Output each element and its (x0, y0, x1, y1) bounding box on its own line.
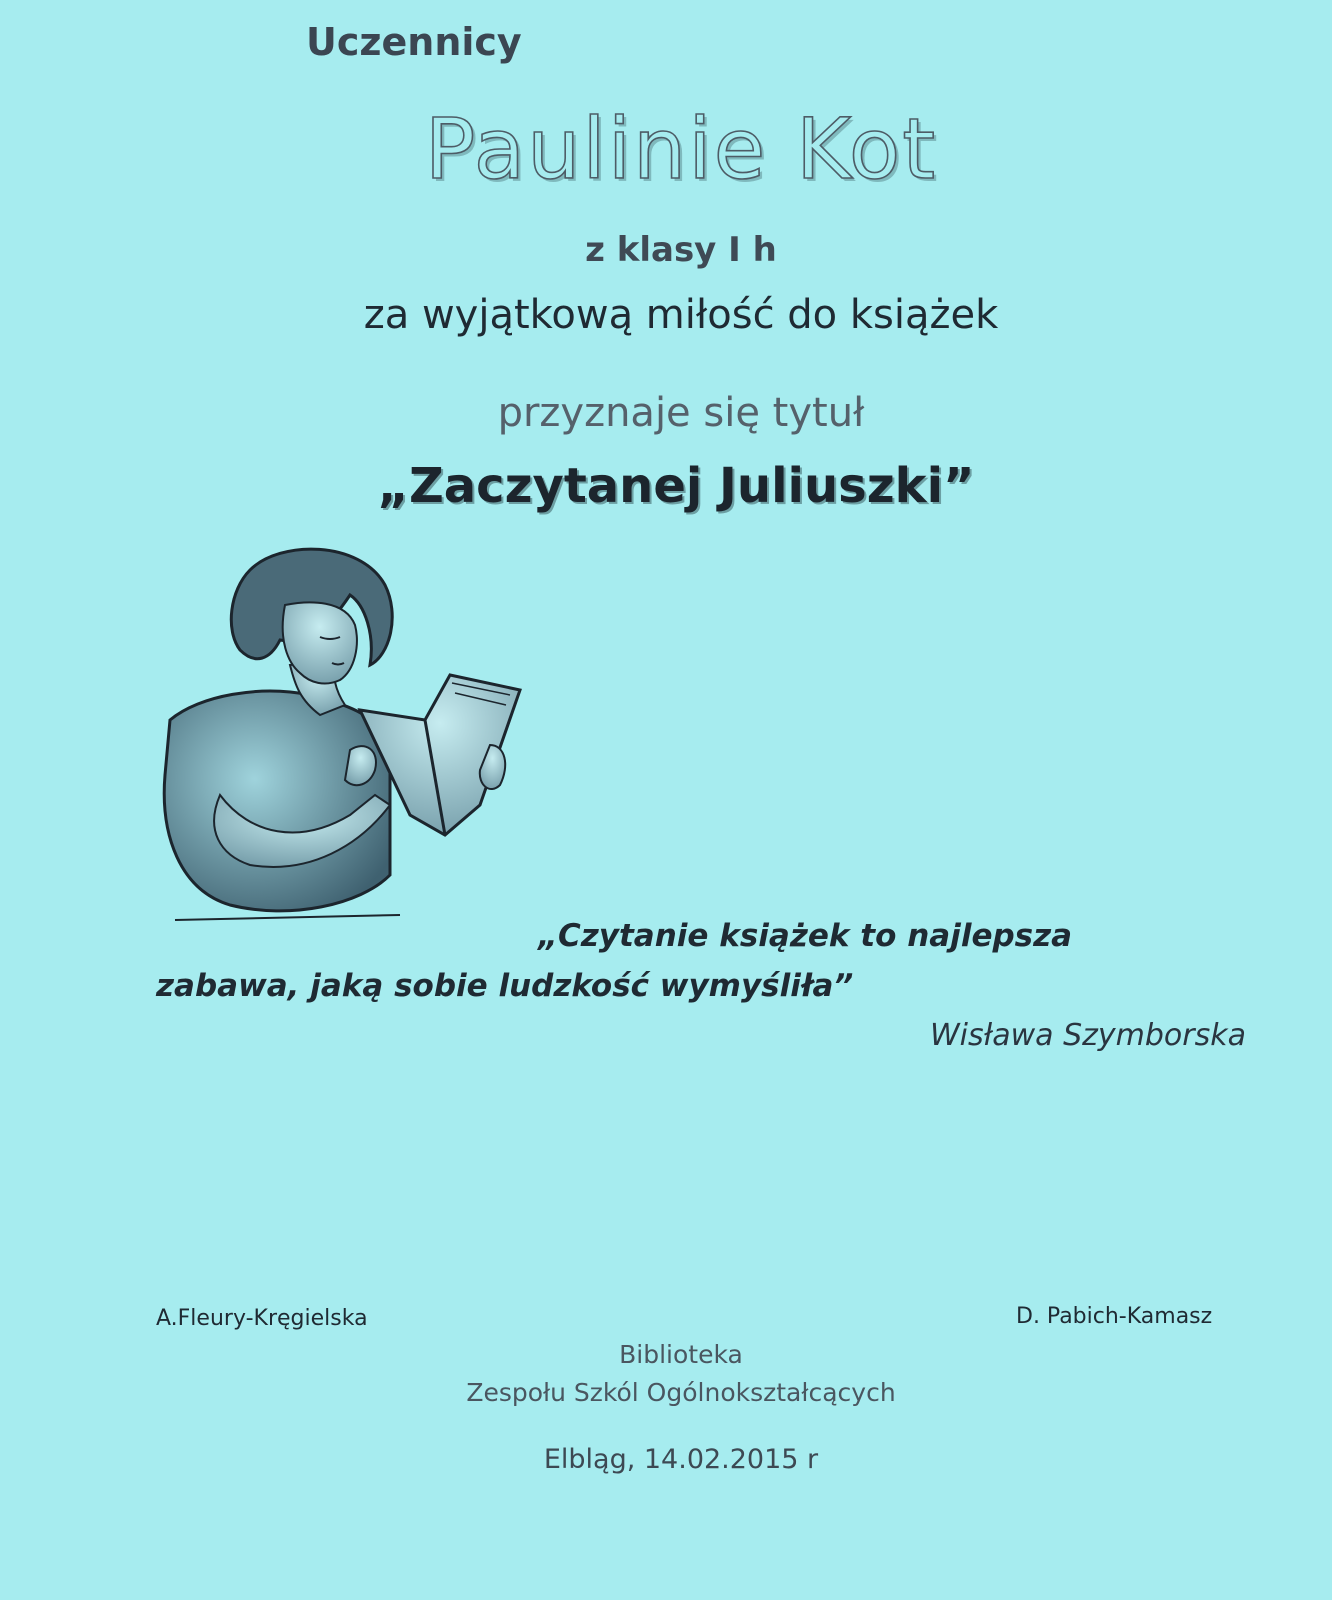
signature-right: D. Pabich-Kamasz (1016, 1304, 1213, 1329)
quote-line-2: zabawa, jaką sobie ludzkość wymyśliła” (156, 968, 854, 1004)
award-title: „Zaczytanej Juliuszki” (377, 458, 975, 514)
signature-left: A.Fleury-Kręgielska (156, 1306, 368, 1331)
quote-line-1: „Czytanie książek to najlepsza (538, 918, 1073, 954)
school-name: Zespołu Szkól Ogólnokształcących (466, 1378, 896, 1407)
award-intro: przyznaje się tytuł (497, 390, 865, 436)
quote-author: Wisława Szymborska (930, 1018, 1246, 1053)
library-name: Biblioteka (619, 1340, 743, 1369)
award-reason: za wyjątkową miłość do książek (363, 292, 999, 338)
recipient-label: Uczennicy (306, 20, 522, 64)
recipient-name: Paulinie Kot (424, 100, 938, 198)
class-line: z klasy I h (585, 230, 777, 270)
place-date: Elbląg, 14.02.2015 r (543, 1444, 819, 1475)
woman-reading-illustration (160, 545, 540, 945)
